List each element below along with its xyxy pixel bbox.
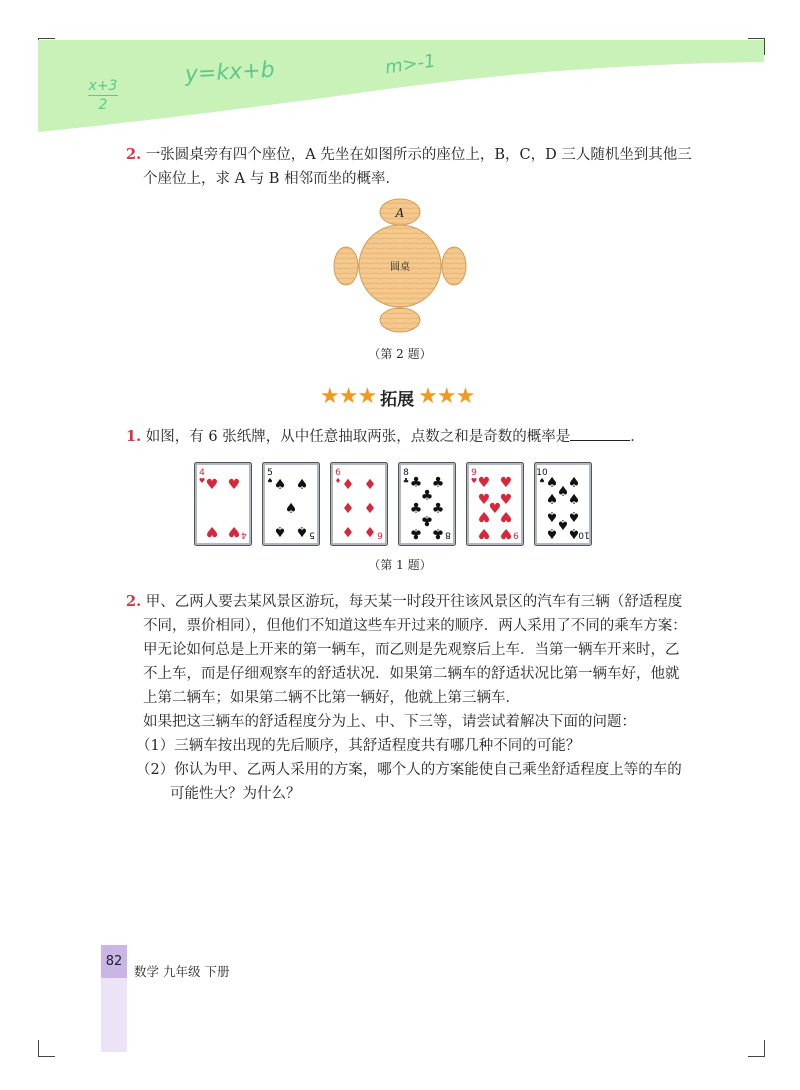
- card-pip-icon: ♦: [363, 477, 377, 493]
- card-suit-small-icon: ♠: [266, 477, 274, 485]
- sub-question-2-line1: （2）你认为甲、乙两人采用的方案，哪个人的方案能使自己乘坐舒适程度上等的车的: [136, 762, 682, 778]
- card-pip-icon: ♥: [477, 525, 491, 542]
- playing-card-5: [262, 462, 320, 546]
- card-rank-bottom: 8: [445, 529, 451, 540]
- card-pip-icon: ♦: [341, 501, 355, 517]
- card-pip-icon: ♣: [420, 488, 434, 504]
- book-title-footer: 数学 九年级 下册: [134, 964, 230, 979]
- card-pip-icon: ♣: [409, 501, 423, 517]
- question-line-1: 不同，票价相同），但他们不知道这些车开过来的顺序．两人采用了不同的乘车方案：: [143, 618, 687, 634]
- playing-card-9: [466, 462, 524, 546]
- card-pip-icon: ♠: [273, 523, 287, 540]
- card-pip-icon: ♠: [567, 475, 581, 491]
- stars-left-icon: ★★★: [320, 384, 377, 409]
- card-pip-icon: ♠: [567, 508, 581, 525]
- question-text: 如图，有 6 张纸牌，从中任意抽取两张，点数之和是奇数的概率是: [145, 429, 571, 445]
- card-pip-icon: ♥: [488, 501, 502, 517]
- question-line-3: 不上车，而是仔细观察车的舒适状况．如果第二辆车的舒适状况比第一辆车好，他就: [143, 666, 680, 682]
- card-rank-top: 9: [471, 468, 477, 478]
- crop-mark-bottom-left: [38, 1040, 55, 1057]
- section-title: 拓展: [380, 389, 415, 410]
- question-1: [126, 425, 716, 449]
- card-suit-small-icon: ♣: [402, 477, 410, 485]
- page-number: 82: [101, 945, 127, 978]
- playing-card-8: [398, 462, 456, 546]
- question-line-0: 甲、乙两人要去某风景区游玩，每天某一时段开往该风景区的汽车有三辆（舒适程度: [145, 594, 683, 610]
- card-pip-icon: ♦: [363, 523, 377, 540]
- card-pip-icon: ♠: [273, 477, 287, 493]
- sub-question-1: （1）三辆车按出现的先后顺序，其舒适程度共有哪几种不同的可能？: [136, 738, 581, 754]
- card-rank-top: 5: [267, 468, 273, 478]
- playing-card-6: [330, 462, 388, 546]
- card-rank-top: 6: [335, 468, 341, 478]
- card-pip-icon: ♥: [477, 475, 491, 491]
- fraction-denominator: 2: [98, 97, 108, 113]
- card-pip-icon: ♠: [556, 516, 570, 533]
- question-2-bottom: [126, 590, 716, 806]
- card-rank-bottom: 10: [578, 529, 590, 540]
- crop-mark-bottom-right: [748, 1040, 765, 1057]
- question-end: ．: [630, 429, 645, 445]
- page-tab-strip: [101, 978, 127, 1052]
- question-line-2: 甲无论如何总是上开来的第一辆车，而乙则是先观察后上车．当第一辆车开来时，乙: [143, 642, 680, 658]
- card-suit-small-icon: ♦: [334, 477, 342, 485]
- question-line-5: 如果把这三辆车的舒适程度分为上、中、下三等，请尝试着解决下面的问题：: [143, 714, 636, 730]
- round-table-diagram: [330, 196, 470, 336]
- fraction-numerator: x+3: [88, 78, 118, 94]
- table-label: 圆桌: [390, 262, 410, 273]
- card-pip-icon: ♥: [477, 508, 491, 525]
- question-text-line2: 个座位上，求 A 与 B 相邻而坐的概率．: [143, 171, 401, 187]
- card-pip-icon: ♦: [341, 523, 355, 540]
- banner-inequality: m>-1: [383, 50, 437, 79]
- card-pip-icon: ♣: [431, 501, 445, 517]
- card-rank-bottom: 9: [513, 529, 519, 540]
- card-pip-icon: ♠: [295, 477, 309, 493]
- card-pip-icon: ♠: [545, 508, 559, 525]
- card-pip-icon: ♥: [227, 523, 241, 540]
- card-pip-icon: ♥: [499, 508, 513, 525]
- playing-card-4: [194, 462, 252, 546]
- question-number: 1.: [126, 428, 142, 445]
- seat-left: [334, 247, 358, 285]
- card-suit-small-icon: ♥: [470, 477, 478, 485]
- card-pip-icon: ♥: [499, 475, 513, 491]
- card-pip-icon: ♠: [556, 484, 570, 500]
- card-pip-icon: ♣: [420, 512, 434, 529]
- card-pip-icon: ♥: [205, 477, 219, 493]
- seat-right: [442, 247, 466, 285]
- card-pip-icon: ♥: [205, 523, 219, 540]
- card-pip-icon: ♥: [227, 477, 241, 493]
- card-rank-top: 10: [536, 468, 548, 478]
- question-number: 2.: [126, 146, 142, 163]
- playing-card-10: [534, 462, 592, 546]
- card-pip-icon: ♠: [545, 525, 559, 542]
- card-suit-small-icon: ♥: [198, 477, 206, 485]
- card-rank-bottom: 4: [241, 529, 247, 540]
- card-pip-icon: ♥: [499, 492, 513, 508]
- question-2-top: [126, 143, 706, 191]
- card-rank-bottom: 5: [309, 529, 315, 540]
- question-number: 2.: [126, 593, 142, 610]
- card-pip-icon: ♠: [545, 475, 559, 491]
- figure-caption-q1: （第 1 题）: [368, 558, 432, 572]
- card-rank-bottom: 6: [377, 529, 383, 540]
- figure-caption-q2: （第 2 题）: [368, 347, 432, 361]
- section-header-extension: [320, 384, 474, 410]
- banner-equation-linear: y=kx+b: [184, 57, 276, 88]
- banner-fraction: [88, 78, 118, 113]
- card-pip-icon: ♣: [409, 525, 423, 542]
- card-pip-icon: ♣: [409, 475, 423, 491]
- stars-right-icon: ★★★: [418, 384, 475, 409]
- seat-bottom: [380, 308, 420, 332]
- question-line-4: 上第二辆车；如果第二辆不比第一辆好，他就上第三辆车．: [143, 690, 520, 706]
- card-pip-icon: ♥: [477, 492, 491, 508]
- card-pip-icon: ♣: [431, 475, 445, 491]
- card-pip-icon: ♠: [295, 523, 309, 540]
- card-pip-icon: ♠: [567, 525, 581, 542]
- seat-label-a: A: [395, 206, 405, 220]
- card-pip-icon: ♣: [431, 525, 445, 542]
- card-pip-icon: ♦: [341, 477, 355, 493]
- answer-blank: [570, 426, 630, 441]
- card-pip-icon: ♠: [284, 501, 298, 517]
- card-rank-top: 4: [199, 468, 205, 478]
- card-pip-icon: ♥: [499, 525, 513, 542]
- sub-question-2-line2: 可能性大？为什么？: [170, 786, 301, 802]
- card-pip-icon: ♠: [567, 492, 581, 508]
- card-rank-top: 8: [403, 468, 409, 478]
- question-text-line1: 一张圆桌旁有四个座位，A 先坐在如图所示的座位上，B，C，D 三人随机坐到其他三: [145, 147, 692, 163]
- card-suit-small-icon: ♠: [538, 477, 546, 485]
- card-pip-icon: ♦: [363, 501, 377, 517]
- card-pip-icon: ♠: [545, 492, 559, 508]
